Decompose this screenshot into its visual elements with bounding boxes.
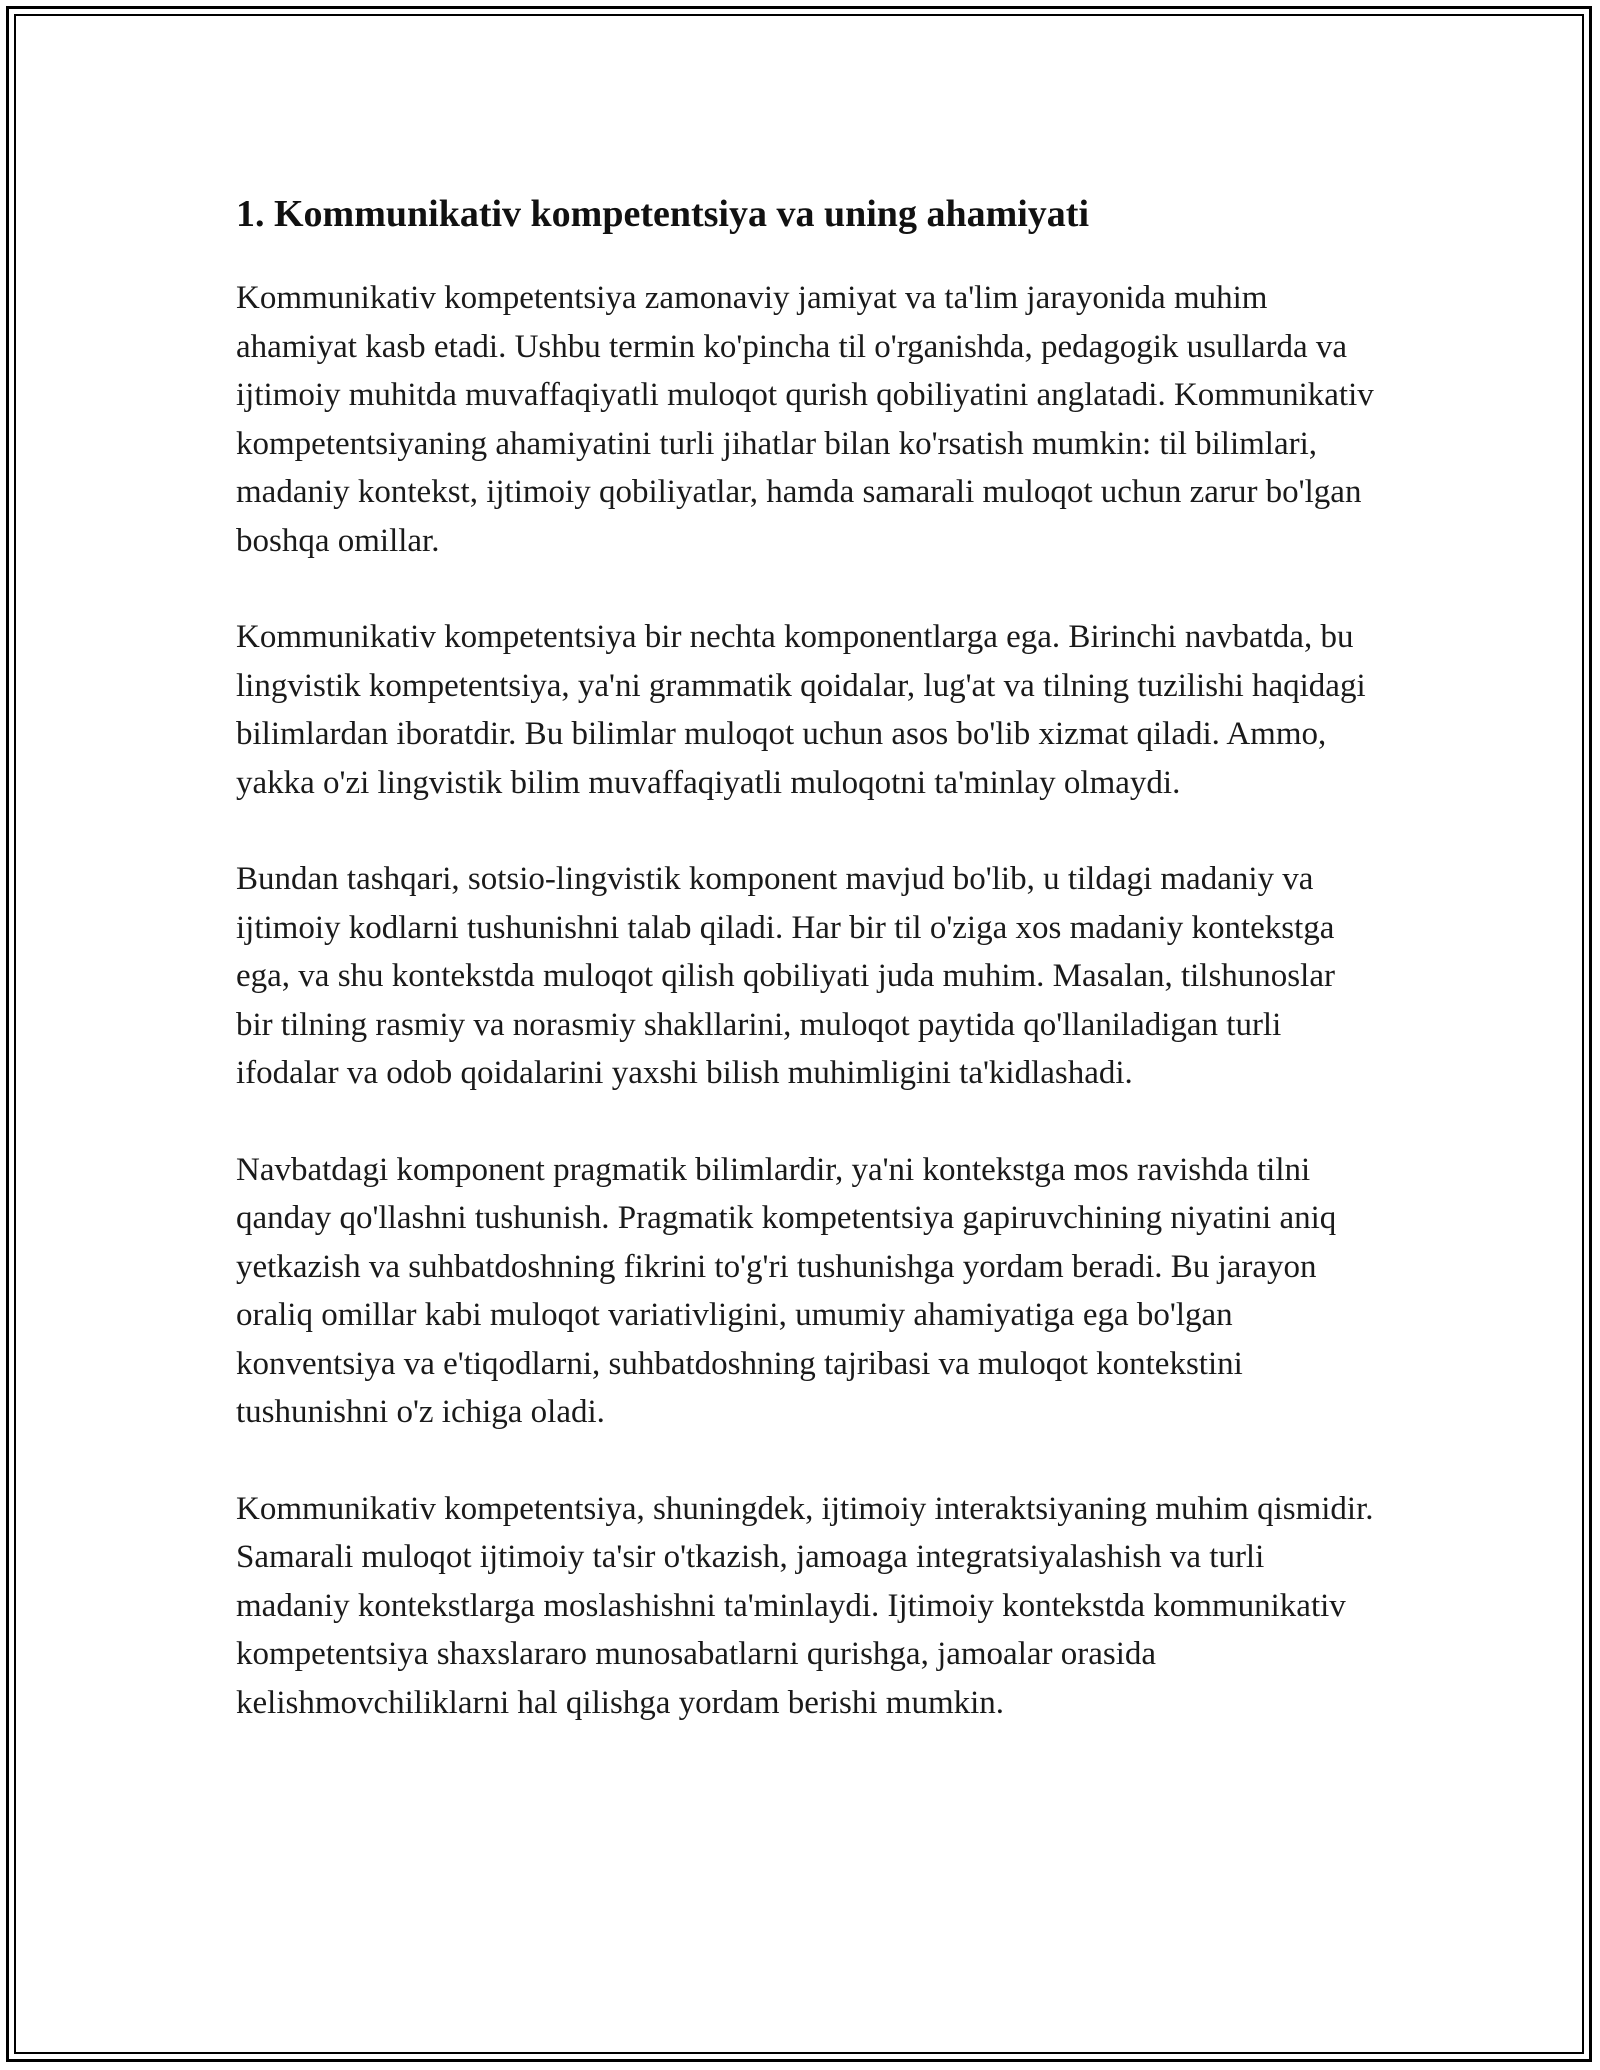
- paragraph-1: Kommunikativ kompetentsiya zamonaviy jamiyat va ta'lim jarayonida muhim ahamiyat kasb etadi. Ushbu termin ko'pincha til o'rganishda, pedagogik usullarda va ijtimoiy muhitda muvaffaqiyatli muloqot qurish qobiliyatini anglatadi. Kommunikativ kompetentsiyaning ahamiyatini turli jihatlar bilan ko'rsatish mumkin: til bilimlari, madaniy kontekst, ijtimoiy qobiliyatlar, hamda samarali muloqot uchun zarur bo'lgan boshqa omillar.: [236, 280, 1374, 559]
- paragraph-4: Navbatdagi komponent pragmatik bilimlardir, ya'ni kontekstga mos ravishda tilni qanday qo'llashni tushunish. Pragmatik kompetentsiya gapiruvchining niyatini aniq yetkazish va suhbatdoshning fikrini to'g'ri tushunishga yordam beradi. Bu jarayon oraliq omillar kabi muloqot variativligini, umumiy ahamiyatiga ega bo'lgan konventsiya va e'tiqodlarni, suhbatdoshning tajribasi va muloqot kontekstini tushunishni o'z ichiga oladi.: [236, 1151, 1337, 1430]
- section-heading: 1. Kommunikativ kompetentsiya va uning ahamiyati: [236, 193, 1089, 235]
- paragraph-3: Bundan tashqari, sotsio-lingvistik komponent mavjud bo'lib, u tildagi madaniy va ijtimoiy kodlarni tushunishni talab qiladi. Har bir til o'ziga xos madaniy kontekstga ega, va shu kontekstda muloqot qilish qobiliyati juda muhim. Masalan, tilshunoslar bir tilning rasmiy va norasmiy shakllarini, muloqot paytida qo'llaniladigan turli ifodalar va odob qoidalarini yaxshi bilish muhimligini ta'kidlashadi.: [236, 861, 1335, 1091]
- paragraph-5: Kommunikativ kompetentsiya, shuningdek, ijtimoiy interaktsiyaning muhim qismidir. Samarali muloqot ijtimoiy ta'sir o'tkazish, jamoaga integratsiyalashish va turli madaniy kontekstlarga moslashishni ta'minlaydi. Ijtimoiy kontekstda kommunikativ kompetentsiya shaxslararo munosabatlarni qurishga, jamoalar orasida kelishmovchiliklarni hal qilishga yordam berishi mumkin.: [236, 1490, 1374, 1721]
- paragraph-2: Kommunikativ kompetentsiya bir nechta komponentlarga ega. Birinchi navbatda, bu lingvistik kompetentsiya, ya'ni grammatik qoidalar, lug'at va tilning tuzilishi haqidagi bilimlardan iboratdir. Bu bilimlar muloqot uchun asos bo'lib xizmat qiladi. Ammo, yakka o'zi lingvistik bilim muvaffaqiyatli muloqotni ta'minlay olmaydi.: [236, 619, 1366, 801]
- document-body: [236, 186, 1376, 1727]
